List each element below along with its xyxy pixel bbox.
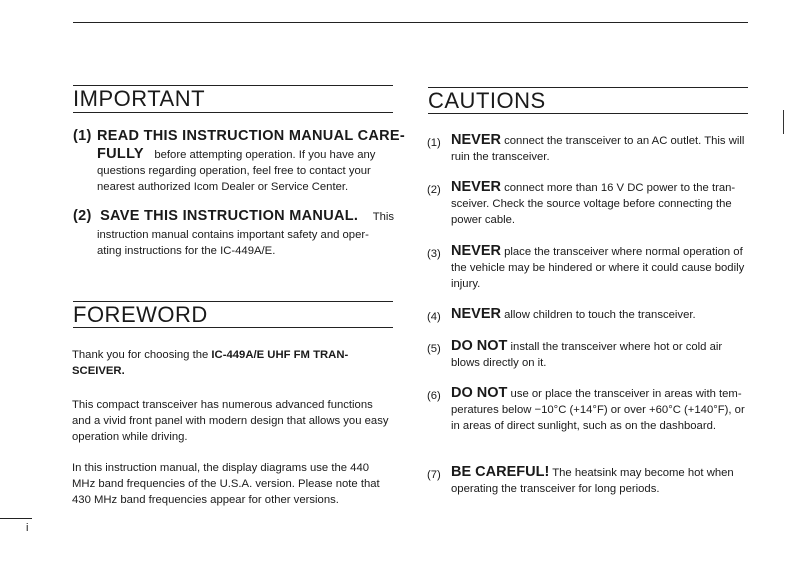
caution-item-text-block — [451, 338, 749, 371]
important-heading: IMPORTANT — [73, 86, 206, 111]
foreword-rule-bottom — [73, 327, 393, 328]
important-item-1-lead-b: FULLY — [97, 146, 144, 162]
cautions-rule-bottom — [428, 113, 748, 114]
caution-item-number: (5) — [427, 343, 441, 355]
foreword-p1-product: IC-449A/E UHF FM TRAN- — [211, 349, 349, 361]
important-item-1-number: (1) — [73, 128, 92, 144]
important-item-2-lead: SAVE THIS INSTRUCTION MANUAL. — [100, 208, 359, 224]
caution-item-text: allow children to touch the transceiver. — [504, 309, 696, 321]
cautions-heading: CAUTIONS — [428, 88, 546, 113]
caution-item-number: (2) — [427, 184, 441, 196]
caution-item-number: (3) — [427, 248, 441, 260]
important-rule-bottom — [73, 112, 393, 113]
caution-item-number: (1) — [427, 137, 441, 149]
foreword-paragraph-3: In this instruction manual, the display diagrams use the 440 MHz band frequencies of the U.S.A. version. Please note that 430 MHz band frequencies appear for other versions. — [72, 462, 380, 506]
foreword-paragraph-2: This compact transceiver has numerous advanced functions and a vivid front panel with modern design that allows you easy operation while driving. — [72, 399, 389, 443]
caution-item-keyword: NEVER — [451, 243, 501, 259]
top-rule — [73, 22, 748, 23]
caution-item-text-block — [451, 132, 749, 165]
important-item-1-text-c: nearest authorized Icom Dealer or Service Center. — [97, 181, 349, 193]
caution-item-keyword: NEVER — [451, 132, 501, 148]
important-item-1-lead: READ THIS INSTRUCTION MANUAL CARE- — [97, 128, 405, 144]
foreword-paragraph-1 — [72, 347, 394, 379]
important-item-2-line1 — [73, 207, 394, 225]
important-item-1-text-a: before attempting operation. If you have any — [154, 149, 376, 161]
caution-item-text: use or place the transceiver in areas with tem-peratures below −10°C (+14°F) or over +60°C (+140°F), or in areas of direct sunlight, such as on the dashboard. — [451, 388, 745, 432]
caution-item-text: connect the transceiver to an AC outlet. This will ruin the transceiver. — [451, 135, 745, 163]
important-item-2-text-b: instruction manual contains important safety and oper- — [97, 229, 369, 241]
important-item-2-text-a: This — [372, 211, 395, 223]
caution-item-number: (6) — [427, 390, 441, 402]
caution-item-text-block — [451, 243, 749, 292]
caution-item-number: (4) — [427, 311, 441, 323]
caution-item-keyword: BE CAREFUL! — [451, 464, 550, 480]
caution-item-keyword: NEVER — [451, 306, 501, 322]
caution-item-text: The heatsink may become hot when operating the transceiver for long periods. — [451, 467, 734, 495]
caution-item-text: connect more than 16 V DC power to the tran-sceiver. Check the source voltage before connecting the power cable. — [451, 182, 736, 226]
caution-item-text-block — [451, 385, 749, 434]
important-item-1-line2 — [97, 145, 375, 163]
important-item-1-text-b: questions regarding operation, feel free to contact your — [97, 165, 371, 177]
caution-item-keyword: DO NOT — [451, 385, 508, 401]
foreword-p1-product-cont: SCEIVER. — [72, 365, 125, 377]
foreword-p1-text: Thank you for choosing the — [72, 349, 209, 361]
caution-item-text-block — [451, 179, 749, 228]
caution-item-text-block — [451, 464, 749, 497]
caution-item-text: place the transceiver where normal operation of the vehicle may be hindered or where it could cause bodily injury. — [451, 246, 745, 290]
caution-item-number: (7) — [427, 469, 441, 481]
important-item-2-text-c: ating instructions for the IC-449A/E. — [97, 245, 276, 257]
margin-mark — [783, 110, 784, 134]
caution-item-text: install the transceiver where hot or cold air blows directly on it. — [451, 341, 723, 369]
caution-item-keyword: DO NOT — [451, 338, 508, 354]
page-number: i — [26, 522, 29, 534]
important-item-2-number: (2) — [73, 208, 92, 224]
page-number-rule — [0, 518, 32, 519]
caution-item-keyword: NEVER — [451, 179, 501, 195]
foreword-heading: FOREWORD — [73, 302, 208, 327]
caution-item-text-block — [451, 306, 749, 323]
